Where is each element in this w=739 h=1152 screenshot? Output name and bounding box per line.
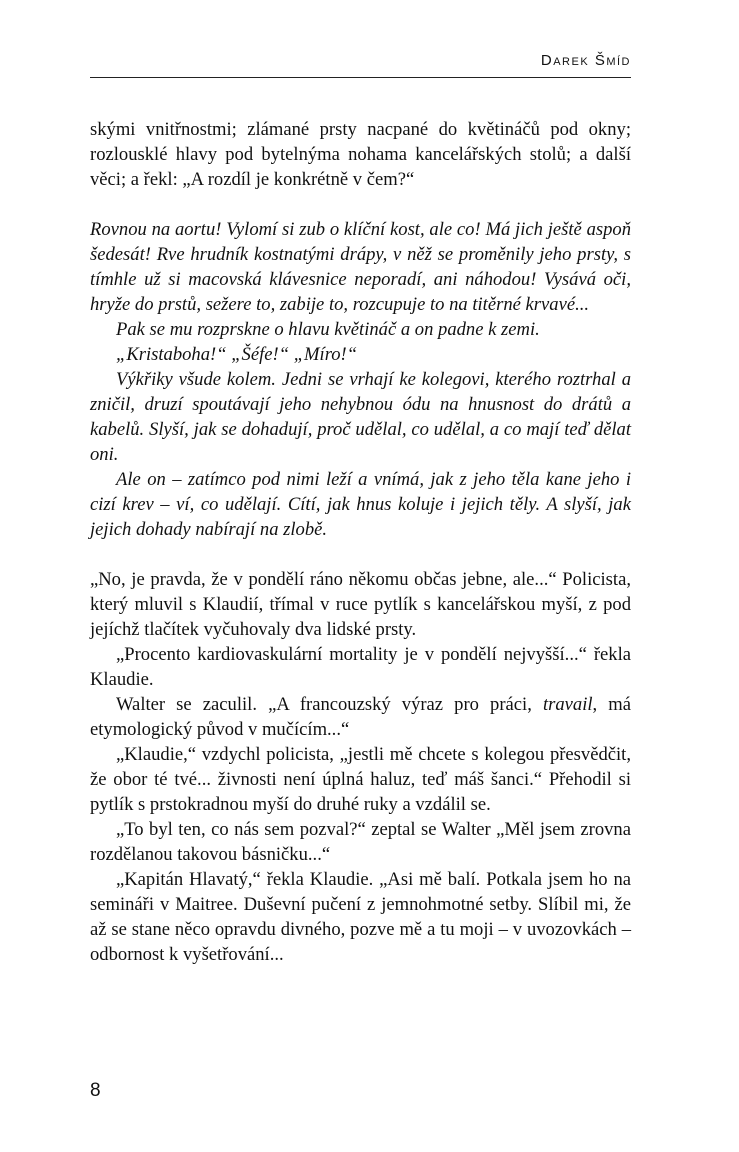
italic-paragraph: „Kristaboha!“ „Šéfe!“ „Míro!“: [116, 344, 358, 365]
paragraph: „To byl ten, co nás sem pozval?“ zeptal se Walter „Měl jsem zrovna rozdělanou takovou básničku...“: [90, 819, 631, 865]
running-header-author: Darek Šmíd: [540, 52, 631, 69]
text-run: Walter se zaculil. „A francouzský výraz pro práci,: [116, 694, 543, 715]
italic-paragraph: Rovnou na aortu! Vylomí si zub o klíční kost, ale co! Má jich ještě aspoň šedesát! Rve hrudník kostnatými drápy, v něž se proměnily jeho prsty, s tímhle už si macovská klávesnice neporadí, ani náhodou! Vysává oči, hryže do prstů, sežere to, zabije to, rozcupuje to na titěrné krvavé...: [90, 219, 631, 315]
text-run: , má etymologický původ v mučícím...“: [90, 694, 632, 740]
emphasis-word: travail: [542, 694, 593, 715]
header-rule: [90, 77, 631, 78]
italic-paragraph: Pak se mu rozprskne o hlavu květináč a on padne k zemi.: [116, 319, 540, 340]
italic-paragraph: Ale on – zatímco pod nimi leží a vnímá, jak z jeho těla kane jeho i cizí krev – ví, co udělají. Cítí, jak hnus koluje i jejich těly. A slyší, jak jejich dohady nabírají na zlobě.: [90, 469, 631, 540]
page-number: 8: [90, 1080, 101, 1101]
page-body: [90, 117, 631, 967]
paragraph: „Klaudie,“ vzdychl policista, „jestli mě chcete s kolegou přesvědčit, že obor té tvé... živnosti není úplná haluz, teď máš šanci.“ Přehodil si pytlík s prstokradnou myší do druhé ruky a vzdálil se.: [90, 744, 631, 815]
paragraph: „Kapitán Hlavatý,“ řekla Klaudie. „Asi mě balí. Potkala jsem ho na semináři v Maitree. Duševní pučení z jemnohmotné setby. Slíbil mi, že až se stane něco opravdu divného, pozve mě a tu moji – v uvozovkách – odbornost k vyšetřování...: [90, 869, 631, 965]
paragraph-continuation: skými vnitřnostmi; zlámané prsty nacpané do květináčů pod okny; rozlousklé hlavy pod bytelnýma nohama kancelářských stolů; a další věci; a řekl: „A rozdíl je konkrétně v čem?“: [90, 119, 631, 190]
italic-paragraph: Výkřiky všude kolem. Jedni se vrhají ke kolegovi, kterého roztrhal a zničil, druzí spoutávají jeho nehybnou ódu na hnusnost do drátů a kabelů. Slyší, jak se dohadují, proč udělal, co udělal, a co mají teď dělat oni.: [90, 369, 631, 465]
paragraph-walter: [90, 692, 631, 742]
paragraph: „Procento kardiovaskulární mortality je v pondělí nejvyšší...“ řekla Klaudie.: [90, 644, 631, 690]
paragraph: „No, je pravda, že v pondělí ráno někomu občas jebne, ale...“ Policista, který mluvil s Klaudií, třímal v ruce pytlík s kancelářskou myší, z pod jejíchž tlačítek vyčuhovaly dva lidské prsty.: [90, 569, 631, 640]
